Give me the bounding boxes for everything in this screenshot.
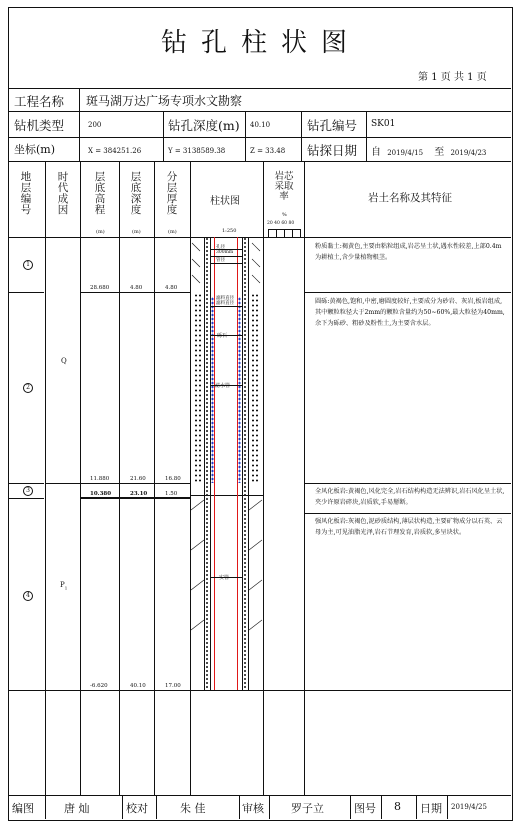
page-label-b: 页 [440, 72, 451, 83]
coord-x: X = 384251.26 [88, 147, 142, 155]
page-label-c: 共 [453, 72, 464, 83]
footer-fig-value: 8 [394, 800, 401, 813]
footer-review-value: 罗子立 [291, 802, 324, 815]
depth-4: 40.10 [130, 683, 146, 689]
date-label: 钻探日期 [307, 143, 358, 158]
page-total: 1 [467, 72, 474, 83]
page-label-a: 第 [418, 72, 428, 83]
gravel-right [251, 293, 259, 483]
page-num: 1 [431, 72, 438, 83]
date-to-label: 至 [434, 147, 445, 158]
col-elevation: 层底高程 [94, 171, 106, 216]
col-core-rate: 岩芯采取率 [274, 171, 294, 202]
date-from-label: 自 [371, 147, 381, 158]
coord-y: Y = 3138589.38 [168, 147, 226, 155]
depth-1: 4.80 [130, 285, 143, 291]
col-thickness: 分层厚度 [166, 171, 178, 216]
date-from: 2019/4/15 [387, 149, 424, 157]
borehole-id-value: SK01 [371, 119, 396, 129]
era-q: Q [61, 357, 67, 365]
layer-desc-4: 强风化板岩:灰褐色,泥砂质结构,薄层状构造,主要矿物成分以石英、云母为主,可见油脂光泽,岩石节理发育,岩质软,多呈块状。 [315, 518, 503, 536]
gravel-left [194, 293, 202, 483]
footer-date-value: 2019/4/25 [451, 803, 487, 811]
footer-fig-label: 图号 [354, 802, 376, 815]
note-bore-size: 300mm [216, 250, 234, 255]
borehole-id-label: 钻孔编号 [307, 118, 358, 133]
unit-depth: (m) [132, 229, 141, 235]
col-scale: 1:250 [222, 228, 237, 234]
footer-compile-label: 编图 [12, 802, 34, 815]
thick-4: 17.00 [165, 683, 181, 689]
clay-hatch [190, 237, 263, 293]
thick-3: 1.50 [165, 491, 178, 497]
col-layer-no: 地层编号 [20, 171, 32, 216]
core-unit: % [282, 212, 287, 218]
footer-check-value: 朱 佳 [180, 802, 206, 815]
project-value: 斑马湖万达广场专项水文勘察 [86, 94, 243, 108]
layer-no-2: 2 [23, 383, 33, 393]
filter-pack-right [243, 237, 247, 690]
era-p-main: P [60, 581, 65, 589]
project-label: 工程名称 [14, 94, 65, 109]
rig-label: 钻机类型 [14, 118, 65, 133]
layer-desc-2: 圆砾:黄褐色,饱和,中密,磨圆度较好,主要成分为砂岩、灰岩,板岩组成,其中颗粒粒径大于2mm的颗粒含量约为50~60%,最大粒径为40mm,余下为砾砂、粗砂及粉性土,为主要含水层。 [315, 298, 505, 327]
depth-label: 钻孔深度(m) [168, 118, 240, 133]
page-title: 钻孔柱状图 [160, 28, 361, 58]
layer-no-3: 3 [23, 486, 33, 496]
footer-review-label: 审核 [242, 802, 264, 815]
red-line-right [237, 237, 238, 690]
core-ticks: 20 40 60 80 [267, 221, 295, 226]
footer-check-label: 校对 [126, 802, 148, 815]
page-label-d: 页 [476, 72, 487, 83]
col-column-chart: 柱状图 [210, 196, 240, 207]
layer-no-1: 1 [23, 260, 33, 270]
elev-2: 11.880 [90, 476, 110, 482]
unit-elev: (m) [96, 229, 105, 235]
well-schematic [190, 237, 263, 690]
footer-compile-value: 唐 灿 [64, 802, 90, 815]
unit-thick: (m) [168, 229, 177, 235]
note-pipe-diam: 管径 [216, 258, 225, 263]
depth-value: 40.10 [250, 121, 271, 129]
elev-4: -6.620 [90, 683, 108, 689]
coord-label: 坐标(m) [14, 143, 56, 156]
era-p-sub: 1 [64, 585, 68, 591]
depth-3: 23.10 [130, 491, 148, 497]
col-era: 时代成因 [57, 171, 69, 216]
thick-1: 4.80 [165, 285, 178, 291]
elev-1: 28.680 [90, 285, 110, 291]
note-filter-diam: 滤料直径 [216, 296, 234, 301]
date-range [371, 143, 486, 158]
footer-date-label: 日期 [420, 802, 442, 815]
note-bore-diam: 孔径 [216, 245, 225, 250]
col-depth: 层底深度 [130, 171, 142, 216]
date-to: 2019/4/23 [450, 149, 487, 157]
slate-hatch [190, 495, 263, 690]
depth-2: 21.60 [130, 476, 146, 482]
col-description: 岩土名称及其特征 [368, 192, 452, 204]
screen-dots-right [238, 297, 241, 483]
note-gravel: 砾石 [217, 333, 228, 339]
elev-3: 10.380 [90, 491, 112, 497]
layer-desc-3: 全风化板岩:黄褐色,风化完全,岩石结构构造无法辨识,岩石风化呈土状,夹少许原岩碎块,岩质软,手易掰断。 [315, 488, 505, 506]
thick-2: 16.80 [165, 476, 181, 482]
coord-z: Z = 33.48 [250, 147, 286, 155]
layer-no-4: 4 [23, 591, 33, 601]
page-indicator [418, 68, 487, 83]
note-filter-size: 滤料直径 [216, 301, 234, 306]
layer-desc-1: 粉质黏土:褐黄色,主要由粘粒组成,岩芯呈土状,遇水性较差,上部0.4m为耕植土,含少量植物根茎。 [315, 243, 502, 261]
red-line-left [214, 237, 215, 690]
note-solid-pipe: 实管 [219, 575, 230, 581]
rig-value: 200 [88, 121, 102, 129]
note-screen: 滤水管 [215, 383, 231, 389]
era-p [60, 581, 67, 590]
filter-pack-left [205, 237, 209, 690]
